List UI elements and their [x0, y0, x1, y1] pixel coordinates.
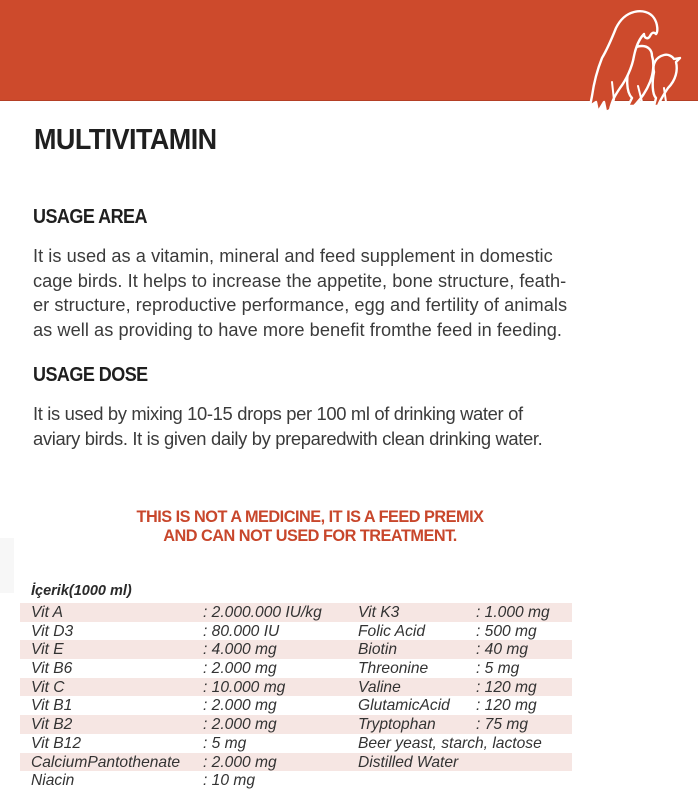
ingredient-name: Vit C: [31, 678, 65, 696]
ingredient-name: GlutamicAcid: [358, 697, 450, 715]
ingredient-amount: : 40 mg: [476, 641, 529, 659]
ingredient-name: Threonine: [358, 660, 429, 678]
ingredient-amount: : 75 mg: [476, 716, 529, 734]
ingredient-amount: : 5 mg: [203, 734, 247, 752]
ingredient-name: Valine: [358, 678, 401, 696]
decorative-block: [0, 538, 14, 593]
ingredient-name: Vit B1: [31, 697, 73, 715]
ingredient-name: Niacin: [31, 772, 75, 790]
not-medicine-warning: [0, 508, 620, 546]
birds-logo-icon: [568, 2, 696, 114]
ingredient-name: Vit K3: [358, 604, 400, 621]
table-row: [20, 753, 572, 772]
ingredient-amount: : 120 mg: [476, 697, 537, 715]
ingredient-name: Distilled Water: [358, 753, 459, 771]
table-row: [20, 678, 572, 697]
ingredient-amount: : 4.000 mg: [203, 641, 277, 659]
table-row: [20, 771, 572, 790]
ingredient-amount: : 2.000 mg: [203, 697, 277, 715]
table-row: [20, 603, 572, 622]
usage-area-heading: USAGE AREA: [33, 206, 147, 228]
ingredient-name: Vit B12: [31, 734, 81, 752]
usage-area-line: as well as providing to have more benefit fromthe feed in feeding.: [33, 319, 563, 340]
usage-area-line: cage birds. It helps to increase the appetite, bone structure, feath-: [33, 270, 567, 291]
ingredient-amount: : 10.000 mg: [203, 678, 286, 696]
table-row: [20, 734, 572, 753]
ingredient-amount: : 10 mg: [203, 772, 256, 790]
ingredient-name: Folic Acid: [358, 622, 426, 640]
ingredient-name: Biotin: [358, 641, 398, 659]
composition-table: [20, 603, 572, 790]
ingredient-name: Vit B6: [31, 660, 73, 678]
ingredient-amount: : 1.000 mg: [476, 604, 550, 621]
usage-dose-text: [33, 402, 623, 451]
usage-area-line: It is used as a vitamin, mineral and feed supplement in domestic: [33, 246, 553, 266]
ingredient-amount: : 500 mg: [476, 622, 537, 640]
ingredient-amount: : 2.000 mg: [203, 660, 277, 678]
composition-title: İçerik(1000 ml): [31, 583, 132, 599]
usage-dose-heading: USAGE DOSE: [33, 364, 148, 386]
ingredient-name: Vit D3: [31, 622, 74, 640]
ingredient-amount: : 5 mg: [476, 660, 520, 678]
table-row: [20, 696, 572, 715]
table-row: [20, 715, 572, 734]
ingredient-amount: : 2.000 mg: [203, 753, 277, 771]
usage-area-text: [33, 244, 623, 342]
usage-dose-line: It is used by mixing 10-15 drops per 100 ml of drinking water of: [33, 403, 523, 424]
table-row: [20, 640, 572, 659]
product-title: MULTIVITAMIN: [34, 124, 217, 156]
table-row: [20, 659, 572, 678]
ingredient-amount: : 80.000 IU: [203, 622, 280, 640]
ingredient-name: Tryptophan: [358, 716, 436, 734]
usage-dose-line: aviary birds. It is given daily by preparedwith clean drinking water.: [33, 427, 543, 449]
ingredient-name: Beer yeast, starch, lactose: [358, 734, 542, 752]
usage-area-line: er structure, reproductive performance, egg and fertility of animals: [33, 295, 568, 316]
ingredient-name: CalciumPantothenate: [31, 753, 181, 771]
table-row: [20, 622, 572, 641]
ingredient-name: Vit A: [31, 604, 64, 621]
ingredient-name: Vit B2: [31, 716, 73, 734]
warning-line: AND CAN NOT USED FOR TREATMENT.: [163, 527, 457, 545]
ingredient-name: Vit E: [31, 641, 64, 659]
ingredient-amount: : 2.000.000 IU/kg: [203, 604, 322, 621]
ingredient-amount: : 120 mg: [476, 678, 537, 696]
warning-line: THIS IS NOT A MEDICINE, IT IS A FEED PREMIX: [136, 508, 484, 526]
ingredient-amount: : 2.000 mg: [203, 716, 277, 734]
